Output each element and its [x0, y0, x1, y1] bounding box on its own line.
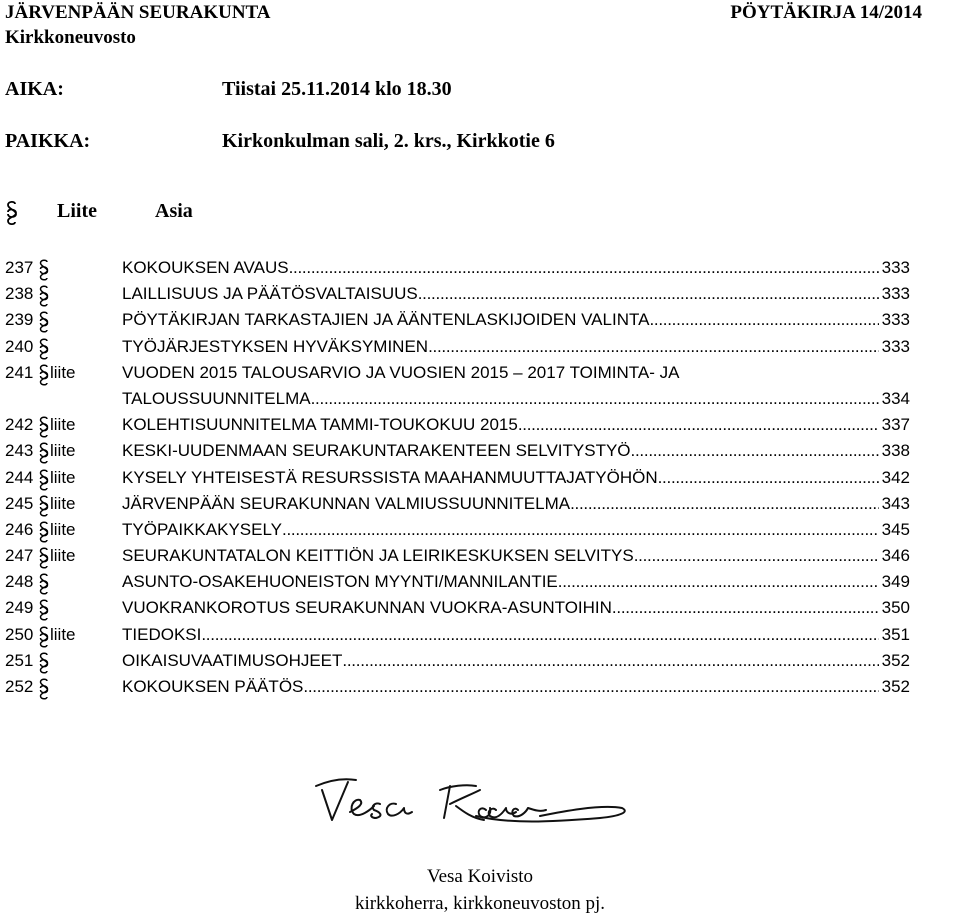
agenda-title: TYÖJÄRJESTYKSEN HYVÄKSYMINEN [122, 336, 429, 356]
agenda-item [5, 546, 910, 572]
document-number: PÖYTÄKIRJA 14/2014 [730, 2, 922, 23]
agenda-item [5, 625, 910, 651]
dot-leader [289, 258, 879, 278]
section-number: 251 [5, 650, 34, 670]
agenda-item [5, 258, 910, 284]
section-number: 244 [5, 467, 34, 487]
agenda-title-line [122, 310, 910, 330]
agenda-title: KYSELY YHTEISESTÄ RESURSSISTA MAAHANMUUTTAJATYÖHÖN [122, 467, 658, 487]
agenda-item [5, 677, 910, 703]
agenda-item [5, 389, 910, 415]
place-label: PAIKKA: [5, 130, 91, 152]
agenda-title: VUODEN 2015 TALOUSARVIO JA VUOSIEN 2015 – 2017 TOIMINTA- JA [122, 362, 680, 382]
dot-leader [311, 389, 879, 409]
agenda-title: PÖYTÄKIRJAN TARKASTAJIEN JA ÄÄNTENLASKIJOIDEN VALINTA [122, 310, 650, 330]
dot-leader [418, 284, 879, 304]
page-number: 346 [881, 546, 910, 566]
agenda-title-line [122, 468, 910, 488]
section-number: 246 [5, 519, 34, 539]
signature-text: Vesa Koivisto [300, 760, 306, 761]
section-sign-icon [38, 678, 50, 700]
section-sign-icon [38, 521, 50, 543]
agenda-title: KOKOUKSEN PÄÄTÖS [122, 677, 304, 696]
page-number: 333 [881, 310, 910, 330]
handwritten-signature [300, 760, 640, 860]
page-number: 333 [881, 258, 910, 277]
agenda-title: KOLEHTISUUNNITELMA TAMMI-TOUKOKUU 2015 [122, 415, 518, 435]
agenda-item [5, 337, 910, 363]
section-number: 249 [5, 598, 34, 618]
agenda-list [5, 258, 910, 703]
agenda-title: ASUNTO-OSAKEHUONEISTON MYYNTI/MANNILANTIE [122, 572, 558, 592]
agenda-title-line [122, 363, 910, 383]
section-sign-icon [38, 442, 50, 464]
page-number: 342 [881, 467, 910, 487]
agenda-item [5, 310, 910, 336]
attachment-marker: liite [50, 441, 76, 461]
agenda-item [5, 598, 910, 624]
section-number: 245 [5, 493, 34, 513]
agenda-title-line [122, 337, 910, 357]
attachment-marker: liite [50, 519, 76, 539]
section-sign-icon [38, 626, 50, 648]
section-number: 243 [5, 441, 34, 461]
dot-leader [570, 494, 879, 514]
agenda-title-line [122, 258, 910, 278]
organization-name: JÄRVENPÄÄN SEURAKUNTA [5, 2, 271, 23]
page-number: 333 [881, 284, 910, 304]
section-number: 238 [5, 284, 34, 304]
dot-leader [658, 468, 879, 488]
section-sign-icon [38, 573, 50, 595]
section-sign-icon [38, 311, 50, 333]
section-sign-icon [38, 285, 50, 307]
dot-leader [612, 598, 879, 618]
section-number: 241 [5, 362, 34, 382]
attachment-marker: liite [50, 624, 76, 644]
agenda-title-line [122, 415, 910, 435]
dot-leader [428, 337, 879, 357]
signer-role: kirkkoherra, kirkkoneuvoston pj. [354, 893, 606, 914]
agenda-title: KESKI-UUDENMAAN SEURAKUNTARAKENTEEN SELVITYSTYÖ [122, 441, 631, 461]
agenda-item [5, 284, 910, 310]
column-liite: Liite [57, 200, 97, 222]
page-number: 343 [881, 493, 910, 513]
section-number: 247 [5, 546, 34, 566]
agenda-item [5, 468, 910, 494]
agenda-item [5, 441, 910, 467]
page-number: 350 [881, 598, 910, 618]
dot-leader [342, 651, 878, 671]
time-label: AIKA: [5, 78, 64, 100]
section-number: 252 [5, 677, 34, 696]
page-number: 352 [881, 650, 910, 670]
section-sign-icon [38, 416, 50, 438]
signer-name: Vesa Koivisto [426, 866, 534, 887]
agenda-title: KOKOUKSEN AVAUS [122, 258, 289, 277]
agenda-title-line [122, 546, 910, 566]
agenda-title-line [122, 625, 910, 645]
agenda-title: OIKAISUVAATIMUSOHJEET [122, 650, 343, 670]
document-header [5, 2, 922, 24]
agenda-item [5, 363, 910, 389]
section-number: 248 [5, 572, 34, 592]
section-sign-icon [38, 259, 50, 281]
agenda-title: LAILLISUUS JA PÄÄTÖSVALTAISUUS [122, 284, 418, 304]
agenda-title-line [122, 284, 910, 304]
page-number: 345 [881, 519, 910, 539]
agenda-title: TALOUSSUUNNITELMA [122, 388, 311, 408]
dot-leader [282, 520, 879, 540]
agenda-title-line [122, 520, 910, 540]
attachment-marker: liite [50, 546, 76, 566]
agenda-title-line [122, 494, 910, 514]
agenda-title-line [122, 389, 910, 409]
page-number: 351 [881, 624, 910, 644]
section-sign-icon [38, 547, 50, 569]
column-asia: Asia [155, 200, 193, 222]
attachment-marker: liite [50, 467, 76, 487]
place-value: Kirkonkulman sali, 2. krs., Kirkkotie 6 [222, 130, 555, 152]
toc-column-headers [5, 200, 405, 226]
dot-leader [558, 572, 879, 592]
section-sign-icon [38, 495, 50, 517]
page-number: 352 [881, 677, 910, 696]
section-sign-icon [38, 652, 50, 674]
dot-leader [201, 625, 878, 645]
page-number: 334 [881, 388, 910, 408]
dot-leader [303, 677, 878, 697]
page-number: 349 [881, 572, 910, 592]
governing-body: Kirkkoneuvosto [5, 27, 136, 48]
attachment-marker: liite [50, 415, 76, 435]
section-sign-icon [5, 200, 19, 232]
attachment-marker: liite [50, 362, 76, 382]
page-number: 333 [881, 336, 910, 356]
dot-leader [649, 310, 878, 330]
section-number: 239 [5, 310, 34, 330]
section-sign-icon [38, 469, 50, 491]
agenda-item [5, 572, 910, 598]
agenda-title: TIEDOKSI [122, 624, 202, 644]
section-number: 242 [5, 415, 34, 435]
section-sign-icon [38, 338, 50, 360]
agenda-item [5, 520, 910, 546]
page-number: 338 [881, 441, 910, 461]
agenda-title-line [122, 572, 910, 592]
agenda-title: TYÖPAIKKAKYSELY [122, 519, 282, 539]
agenda-title-line [122, 598, 910, 618]
dot-leader [634, 546, 879, 566]
section-sign-icon [38, 364, 50, 386]
agenda-item [5, 651, 910, 677]
section-number: 240 [5, 336, 34, 356]
agenda-title: JÄRVENPÄÄN SEURAKUNNAN VALMIUSSUUNNITELMA [122, 493, 571, 513]
dot-leader [631, 441, 879, 461]
agenda-title: SEURAKUNTATALON KEITTIÖN JA LEIRIKESKUKSEN SELVITYS [122, 546, 634, 566]
section-number: 237 [5, 258, 34, 277]
attachment-marker: liite [50, 493, 76, 513]
page-number: 337 [881, 415, 910, 435]
agenda-title-line [122, 441, 910, 461]
dot-leader [518, 415, 879, 435]
section-number: 250 [5, 624, 34, 644]
signature [300, 760, 640, 860]
agenda-title: VUOKRANKOROTUS SEURAKUNNAN VUOKRA-ASUNTOIHIN [122, 598, 612, 618]
agenda-title-line [122, 651, 910, 671]
time-value: Tiistai 25.11.2014 klo 18.30 [222, 78, 452, 100]
agenda-item [5, 494, 910, 520]
agenda-title-line [122, 677, 910, 697]
agenda-item [5, 415, 910, 441]
section-sign-icon [38, 599, 50, 621]
